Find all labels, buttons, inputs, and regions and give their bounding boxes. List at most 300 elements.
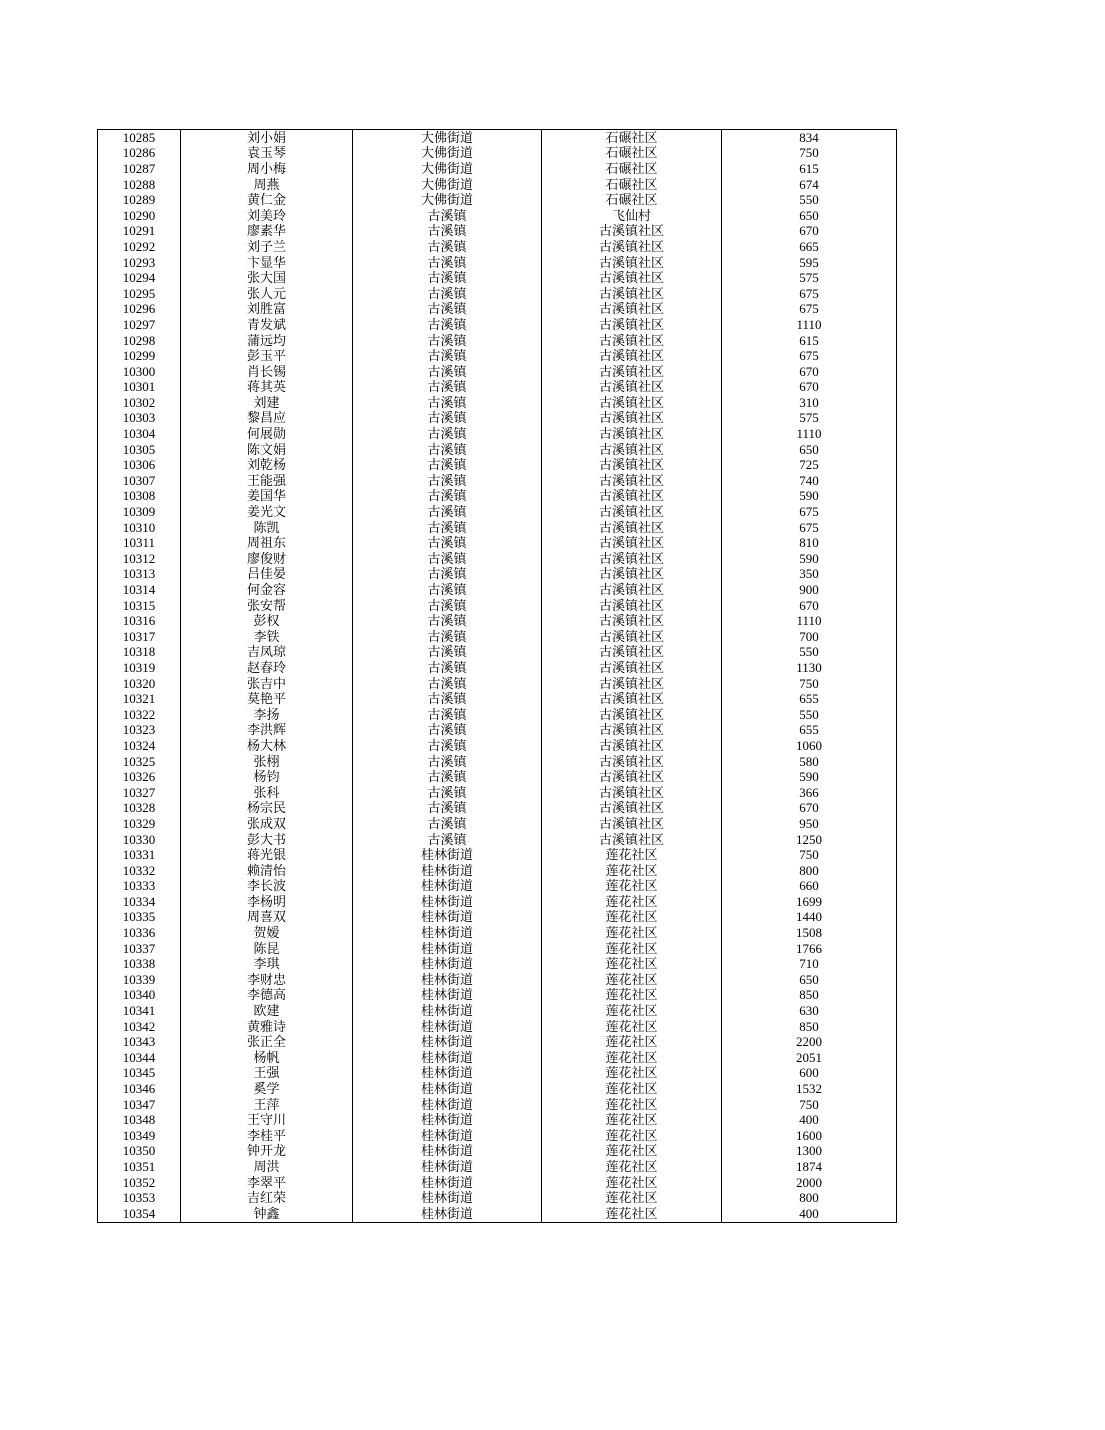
record-id-cell: 10292 [98,239,181,255]
table-row [98,1112,897,1128]
table-row [98,411,897,427]
record-id-cell: 10312 [98,551,181,567]
amount-cell: 665 [722,239,897,255]
street-cell: 桂林街道 [353,1081,542,1097]
name-cell: 何金容 [181,582,353,598]
name-cell: 钟开龙 [181,1144,353,1160]
record-id-cell: 10340 [98,988,181,1004]
name-cell: 张成双 [181,816,353,832]
street-cell: 古溪镇 [353,629,542,645]
street-cell: 古溪镇 [353,270,542,286]
table-row [98,161,897,177]
name-cell: 刘小娟 [181,130,353,146]
table-row [98,224,897,240]
name-cell: 袁玉琴 [181,146,353,162]
street-cell: 桂林街道 [353,988,542,1004]
record-id-cell: 10335 [98,910,181,926]
community-cell: 古溪镇社区 [542,333,722,349]
name-cell: 蒲远均 [181,333,353,349]
street-cell: 古溪镇 [353,380,542,396]
name-cell: 刘子兰 [181,239,353,255]
amount-cell: 1699 [722,894,897,910]
record-id-cell: 10328 [98,801,181,817]
street-cell: 古溪镇 [353,239,542,255]
table-row [98,956,897,972]
table-row [98,395,897,411]
street-cell: 桂林街道 [353,879,542,895]
amount-cell: 750 [722,146,897,162]
community-cell: 莲花社区 [542,1112,722,1128]
amount-cell: 750 [722,1097,897,1113]
table-row [98,863,897,879]
record-id-cell: 10352 [98,1175,181,1191]
street-cell: 桂林街道 [353,941,542,957]
amount-cell: 850 [722,988,897,1004]
street-cell: 古溪镇 [353,707,542,723]
street-cell: 大佛街道 [353,161,542,177]
record-id-cell: 10322 [98,707,181,723]
community-cell: 古溪镇社区 [542,473,722,489]
record-id-cell: 10348 [98,1112,181,1128]
street-cell: 桂林街道 [353,1206,542,1222]
amount-cell: 800 [722,1190,897,1206]
community-cell: 古溪镇社区 [542,582,722,598]
table-row [98,302,897,318]
street-cell: 古溪镇 [353,723,542,739]
table-row [98,723,897,739]
amount-cell: 1110 [722,317,897,333]
name-cell: 周小梅 [181,161,353,177]
street-cell: 古溪镇 [353,442,542,458]
amount-cell: 400 [722,1112,897,1128]
community-cell: 古溪镇社区 [542,598,722,614]
amount-cell: 2000 [722,1175,897,1191]
name-cell: 杨大林 [181,738,353,754]
street-cell: 桂林街道 [353,972,542,988]
amount-cell: 1532 [722,1081,897,1097]
name-cell: 王能强 [181,473,353,489]
table-row [98,239,897,255]
community-cell: 莲花社区 [542,972,722,988]
name-cell: 蒋其英 [181,380,353,396]
record-id-cell: 10295 [98,286,181,302]
community-cell: 古溪镇社区 [542,520,722,536]
amount-cell: 1440 [722,910,897,926]
record-id-cell: 10319 [98,660,181,676]
name-cell: 奚学 [181,1081,353,1097]
street-cell: 大佛街道 [353,177,542,193]
record-id-cell: 10350 [98,1144,181,1160]
community-cell: 古溪镇社区 [542,707,722,723]
record-id-cell: 10342 [98,1019,181,1035]
community-cell: 莲花社区 [542,863,722,879]
name-cell: 周燕 [181,177,353,193]
street-cell: 古溪镇 [353,302,542,318]
street-cell: 古溪镇 [353,317,542,333]
table-row [98,567,897,583]
community-cell: 古溪镇社区 [542,723,722,739]
table-row [98,130,897,146]
record-id-cell: 10310 [98,520,181,536]
table-row [98,208,897,224]
street-cell: 古溪镇 [353,504,542,520]
street-cell: 桂林街道 [353,1159,542,1175]
record-id-cell: 10299 [98,348,181,364]
street-cell: 古溪镇 [353,613,542,629]
table-row [98,660,897,676]
community-cell: 石碾社区 [542,146,722,162]
name-cell: 王萍 [181,1097,353,1113]
community-cell: 莲花社区 [542,1175,722,1191]
amount-cell: 670 [722,364,897,380]
table-row [98,645,897,661]
name-cell: 刘胜富 [181,302,353,318]
amount-cell: 800 [722,863,897,879]
community-cell: 古溪镇社区 [542,801,722,817]
record-id-cell: 10311 [98,535,181,551]
street-cell: 大佛街道 [353,130,542,146]
table-row [98,910,897,926]
amount-cell: 1874 [722,1159,897,1175]
table-row [98,738,897,754]
community-cell: 古溪镇社区 [542,255,722,271]
table-row [98,286,897,302]
amount-cell: 1250 [722,832,897,848]
community-cell: 古溪镇社区 [542,535,722,551]
record-id-cell: 10347 [98,1097,181,1113]
street-cell: 古溪镇 [353,660,542,676]
amount-cell: 2200 [722,1034,897,1050]
table-row [98,754,897,770]
record-id-cell: 10327 [98,785,181,801]
name-cell: 王守川 [181,1112,353,1128]
street-cell: 古溪镇 [353,364,542,380]
record-id-cell: 10302 [98,395,181,411]
community-cell: 古溪镇社区 [542,754,722,770]
table-row [98,1159,897,1175]
community-cell: 莲花社区 [542,847,722,863]
record-id-cell: 10330 [98,832,181,848]
table-row [98,676,897,692]
record-id-cell: 10346 [98,1081,181,1097]
record-id-cell: 10339 [98,972,181,988]
amount-cell: 575 [722,270,897,286]
table-row [98,1128,897,1144]
amount-cell: 1766 [722,941,897,957]
record-id-cell: 10313 [98,567,181,583]
community-cell: 莲花社区 [542,910,722,926]
record-id-cell: 10298 [98,333,181,349]
name-cell: 李翠平 [181,1175,353,1191]
name-cell: 姜国华 [181,489,353,505]
record-id-cell: 10306 [98,457,181,473]
street-cell: 古溪镇 [353,348,542,364]
community-cell: 古溪镇社区 [542,270,722,286]
street-cell: 古溪镇 [353,208,542,224]
amount-cell: 366 [722,785,897,801]
amount-cell: 810 [722,535,897,551]
table-row [98,769,897,785]
amount-cell: 1130 [722,660,897,676]
table-row [98,691,897,707]
name-cell: 张人元 [181,286,353,302]
community-cell: 莲花社区 [542,1081,722,1097]
street-cell: 大佛街道 [353,146,542,162]
amount-cell: 575 [722,411,897,427]
amount-cell: 740 [722,473,897,489]
table-row [98,1206,897,1222]
name-cell: 刘美玲 [181,208,353,224]
table-row [98,1081,897,1097]
street-cell: 古溪镇 [353,286,542,302]
community-cell: 古溪镇社区 [542,629,722,645]
table-row [98,489,897,505]
street-cell: 古溪镇 [353,520,542,536]
record-id-cell: 10343 [98,1034,181,1050]
table-row [98,629,897,645]
record-id-cell: 10287 [98,161,181,177]
table-row [98,442,897,458]
amount-cell: 750 [722,676,897,692]
community-cell: 古溪镇社区 [542,348,722,364]
record-id-cell: 10324 [98,738,181,754]
record-id-cell: 10338 [98,956,181,972]
record-id-cell: 10344 [98,1050,181,1066]
name-cell: 杨帆 [181,1050,353,1066]
table-row [98,925,897,941]
amount-cell: 1508 [722,925,897,941]
name-cell: 赖清怡 [181,863,353,879]
community-cell: 古溪镇社区 [542,551,722,567]
community-cell: 莲花社区 [542,1034,722,1050]
record-id-cell: 10353 [98,1190,181,1206]
street-cell: 古溪镇 [353,457,542,473]
name-cell: 李德高 [181,988,353,1004]
table-row [98,894,897,910]
street-cell: 桂林街道 [353,1066,542,1082]
amount-cell: 710 [722,956,897,972]
community-cell: 古溪镇社区 [542,224,722,240]
record-id-cell: 10304 [98,426,181,442]
street-cell: 古溪镇 [353,738,542,754]
community-cell: 古溪镇社区 [542,567,722,583]
name-cell: 赵春玲 [181,660,353,676]
name-cell: 张大国 [181,270,353,286]
amount-cell: 1600 [722,1128,897,1144]
amount-cell: 834 [722,130,897,146]
record-id-cell: 10331 [98,847,181,863]
community-cell: 莲花社区 [542,1019,722,1035]
street-cell: 桂林街道 [353,1050,542,1066]
community-cell: 石碾社区 [542,192,722,208]
amount-cell: 655 [722,691,897,707]
record-id-cell: 10320 [98,676,181,692]
community-cell: 莲花社区 [542,1190,722,1206]
record-id-cell: 10317 [98,629,181,645]
amount-cell: 550 [722,707,897,723]
amount-cell: 674 [722,177,897,193]
name-cell: 何展勋 [181,426,353,442]
table-row [98,1019,897,1035]
amount-cell: 675 [722,348,897,364]
name-cell: 张吉中 [181,676,353,692]
community-cell: 古溪镇社区 [542,426,722,442]
name-cell: 陈凯 [181,520,353,536]
street-cell: 古溪镇 [353,832,542,848]
amount-cell: 1110 [722,613,897,629]
amount-cell: 615 [722,333,897,349]
street-cell: 古溪镇 [353,769,542,785]
amount-cell: 590 [722,489,897,505]
street-cell: 桂林街道 [353,863,542,879]
street-cell: 古溪镇 [353,333,542,349]
amount-cell: 350 [722,567,897,583]
table-row [98,504,897,520]
community-cell: 古溪镇社区 [542,457,722,473]
name-cell: 黄仁金 [181,192,353,208]
name-cell: 廖素华 [181,224,353,240]
community-cell: 古溪镇社区 [542,676,722,692]
record-id-cell: 10351 [98,1159,181,1175]
amount-cell: 600 [722,1066,897,1082]
record-id-cell: 10296 [98,302,181,318]
record-id-cell: 10345 [98,1066,181,1082]
amount-cell: 550 [722,645,897,661]
record-id-cell: 10309 [98,504,181,520]
name-cell: 黎昌应 [181,411,353,427]
community-cell: 莲花社区 [542,879,722,895]
table-row [98,972,897,988]
community-cell: 古溪镇社区 [542,411,722,427]
name-cell: 李洪辉 [181,723,353,739]
name-cell: 贺嫒 [181,925,353,941]
amount-cell: 1300 [722,1144,897,1160]
street-cell: 桂林街道 [353,956,542,972]
record-id-cell: 10285 [98,130,181,146]
record-id-cell: 10303 [98,411,181,427]
community-cell: 莲花社区 [542,1050,722,1066]
community-cell: 古溪镇社区 [542,302,722,318]
street-cell: 桂林街道 [353,1112,542,1128]
amount-cell: 675 [722,302,897,318]
record-id-cell: 10329 [98,816,181,832]
table-row [98,1034,897,1050]
table-row [98,816,897,832]
amount-cell: 595 [722,255,897,271]
name-cell: 张栩 [181,754,353,770]
table-row [98,832,897,848]
amount-cell: 950 [722,816,897,832]
name-cell: 莫艳平 [181,691,353,707]
community-cell: 莲花社区 [542,988,722,1004]
name-cell: 吉凤琼 [181,645,353,661]
table-row [98,270,897,286]
street-cell: 桂林街道 [353,1097,542,1113]
table-row [98,255,897,271]
community-cell: 古溪镇社区 [542,645,722,661]
amount-cell: 1060 [722,738,897,754]
amount-cell: 1110 [722,426,897,442]
amount-cell: 670 [722,801,897,817]
amount-cell: 670 [722,224,897,240]
data-table [97,129,897,1223]
community-cell: 古溪镇社区 [542,489,722,505]
record-id-cell: 10354 [98,1206,181,1222]
street-cell: 古溪镇 [353,411,542,427]
table-row [98,364,897,380]
table-row [98,520,897,536]
community-cell: 莲花社区 [542,1066,722,1082]
name-cell: 张安帮 [181,598,353,614]
table-row [98,426,897,442]
record-id-cell: 10323 [98,723,181,739]
table-row [98,785,897,801]
record-id-cell: 10286 [98,146,181,162]
table-row [98,333,897,349]
amount-cell: 850 [722,1019,897,1035]
amount-cell: 750 [722,847,897,863]
amount-cell: 900 [722,582,897,598]
record-id-cell: 10294 [98,270,181,286]
table-row [98,457,897,473]
community-cell: 古溪镇社区 [542,691,722,707]
street-cell: 古溪镇 [353,691,542,707]
record-id-cell: 10332 [98,863,181,879]
name-cell: 李铁 [181,629,353,645]
record-id-cell: 10297 [98,317,181,333]
record-id-cell: 10307 [98,473,181,489]
name-cell: 青发斌 [181,317,353,333]
street-cell: 古溪镇 [353,535,542,551]
table-row [98,707,897,723]
community-cell: 古溪镇社区 [542,504,722,520]
name-cell: 周喜双 [181,910,353,926]
community-cell: 古溪镇社区 [542,785,722,801]
community-cell: 古溪镇社区 [542,286,722,302]
community-cell: 莲花社区 [542,1159,722,1175]
community-cell: 莲花社区 [542,1003,722,1019]
table-body [98,130,897,1223]
community-cell: 飞仙村 [542,208,722,224]
community-cell: 石碾社区 [542,177,722,193]
name-cell: 李扬 [181,707,353,723]
street-cell: 桂林街道 [353,847,542,863]
amount-cell: 615 [722,161,897,177]
record-id-cell: 10326 [98,769,181,785]
name-cell: 欧建 [181,1003,353,1019]
name-cell: 李杨明 [181,894,353,910]
name-cell: 张科 [181,785,353,801]
street-cell: 古溪镇 [353,551,542,567]
amount-cell: 675 [722,504,897,520]
name-cell: 彭玉平 [181,348,353,364]
table-row [98,598,897,614]
table-row [98,1144,897,1160]
street-cell: 桂林街道 [353,925,542,941]
table-row [98,879,897,895]
table-row [98,1050,897,1066]
record-id-cell: 10290 [98,208,181,224]
record-id-cell: 10289 [98,192,181,208]
street-cell: 古溪镇 [353,598,542,614]
record-id-cell: 10315 [98,598,181,614]
amount-cell: 655 [722,723,897,739]
amount-cell: 650 [722,208,897,224]
name-cell: 吕佳晏 [181,567,353,583]
street-cell: 桂林街道 [353,1128,542,1144]
street-cell: 古溪镇 [353,224,542,240]
record-id-cell: 10288 [98,177,181,193]
